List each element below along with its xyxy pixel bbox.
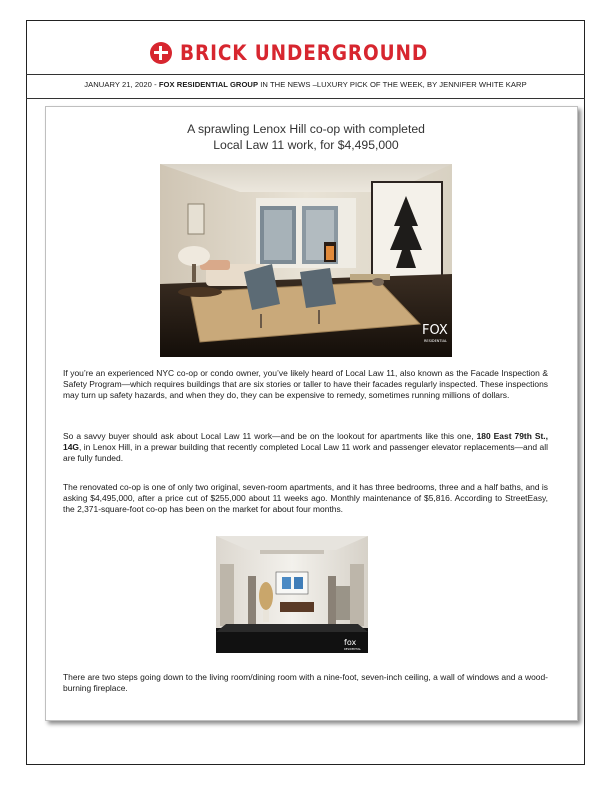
header-rule-top xyxy=(26,74,585,75)
paragraph-renovated-coop: The renovated co-op is one of only two original, seven-room apartments, and it has three bedrooms, three and a half baths, and is asking $4,495,000, after a price cut of $255,000 about 11 weeks ago. Monthly maintenance of $5,816. According to StreetEasy, the 2,371-square-foot co-op has been on the market for about four months. xyxy=(63,482,548,514)
p2-text-b: , in Lenox Hill, in a prewar building that recently completed Local Law 11 work and passenger elevator replacements—and all are fully funded. xyxy=(63,442,548,463)
dateline-date: JANUARY 21, 2020 - xyxy=(84,80,157,89)
paragraph-savvy-buyer xyxy=(63,431,548,464)
p2-address: 180 East 79th St., 14G xyxy=(63,431,548,452)
dateline-rest: IN THE NEWS –LUXURY PICK OF THE WEEK, BY JENNIFER WHITE KARP xyxy=(260,80,527,89)
p2-text-a: So a savvy buyer should ask about Local Law 11 work—and be on the lookout for apartments like this one, xyxy=(63,431,474,441)
dateline-company: FOX RESIDENTIAL GROUP xyxy=(158,80,259,89)
photo1-watermark-sub: RESIDENTIAL xyxy=(424,339,447,343)
dateline xyxy=(28,80,583,89)
brand-logo xyxy=(0,38,612,68)
article-headline xyxy=(0,122,612,153)
header-rule-bottom xyxy=(26,98,585,99)
paragraph-local-law-intro: If you’re an experienced NYC co-op or condo owner, you’ve likely heard of Local Law 11, also known as the Facade Inspection & Safety Program—which requires buildings that are six stories or taller to have their facades regularly inspected. These inspections may turn up safety hazards, and when they do, they can be expensive to remedy, sometimes running millions of dollars. xyxy=(63,368,548,400)
brick-underground-logo-icon xyxy=(150,42,172,64)
photo1-watermark: FOX xyxy=(422,323,448,338)
photo2-watermark-sub: RESIDENTIAL xyxy=(344,648,361,651)
headline-line-2: Local Law 11 work, for $4,495,000 xyxy=(213,137,399,152)
headline-line-1: A sprawling Lenox Hill co-op with completed xyxy=(187,122,425,136)
brand-name: BRICK UNDERGROUND xyxy=(180,41,429,65)
living-room-photo xyxy=(160,164,452,357)
photo2-watermark: fox xyxy=(344,638,357,647)
foyer-photo xyxy=(216,536,368,653)
paragraph-living-room: There are two steps going down to the living room/dining room with a nine-foot, seven-inch ceiling, a wall of windows and a wood-burning fireplace. xyxy=(63,672,548,693)
